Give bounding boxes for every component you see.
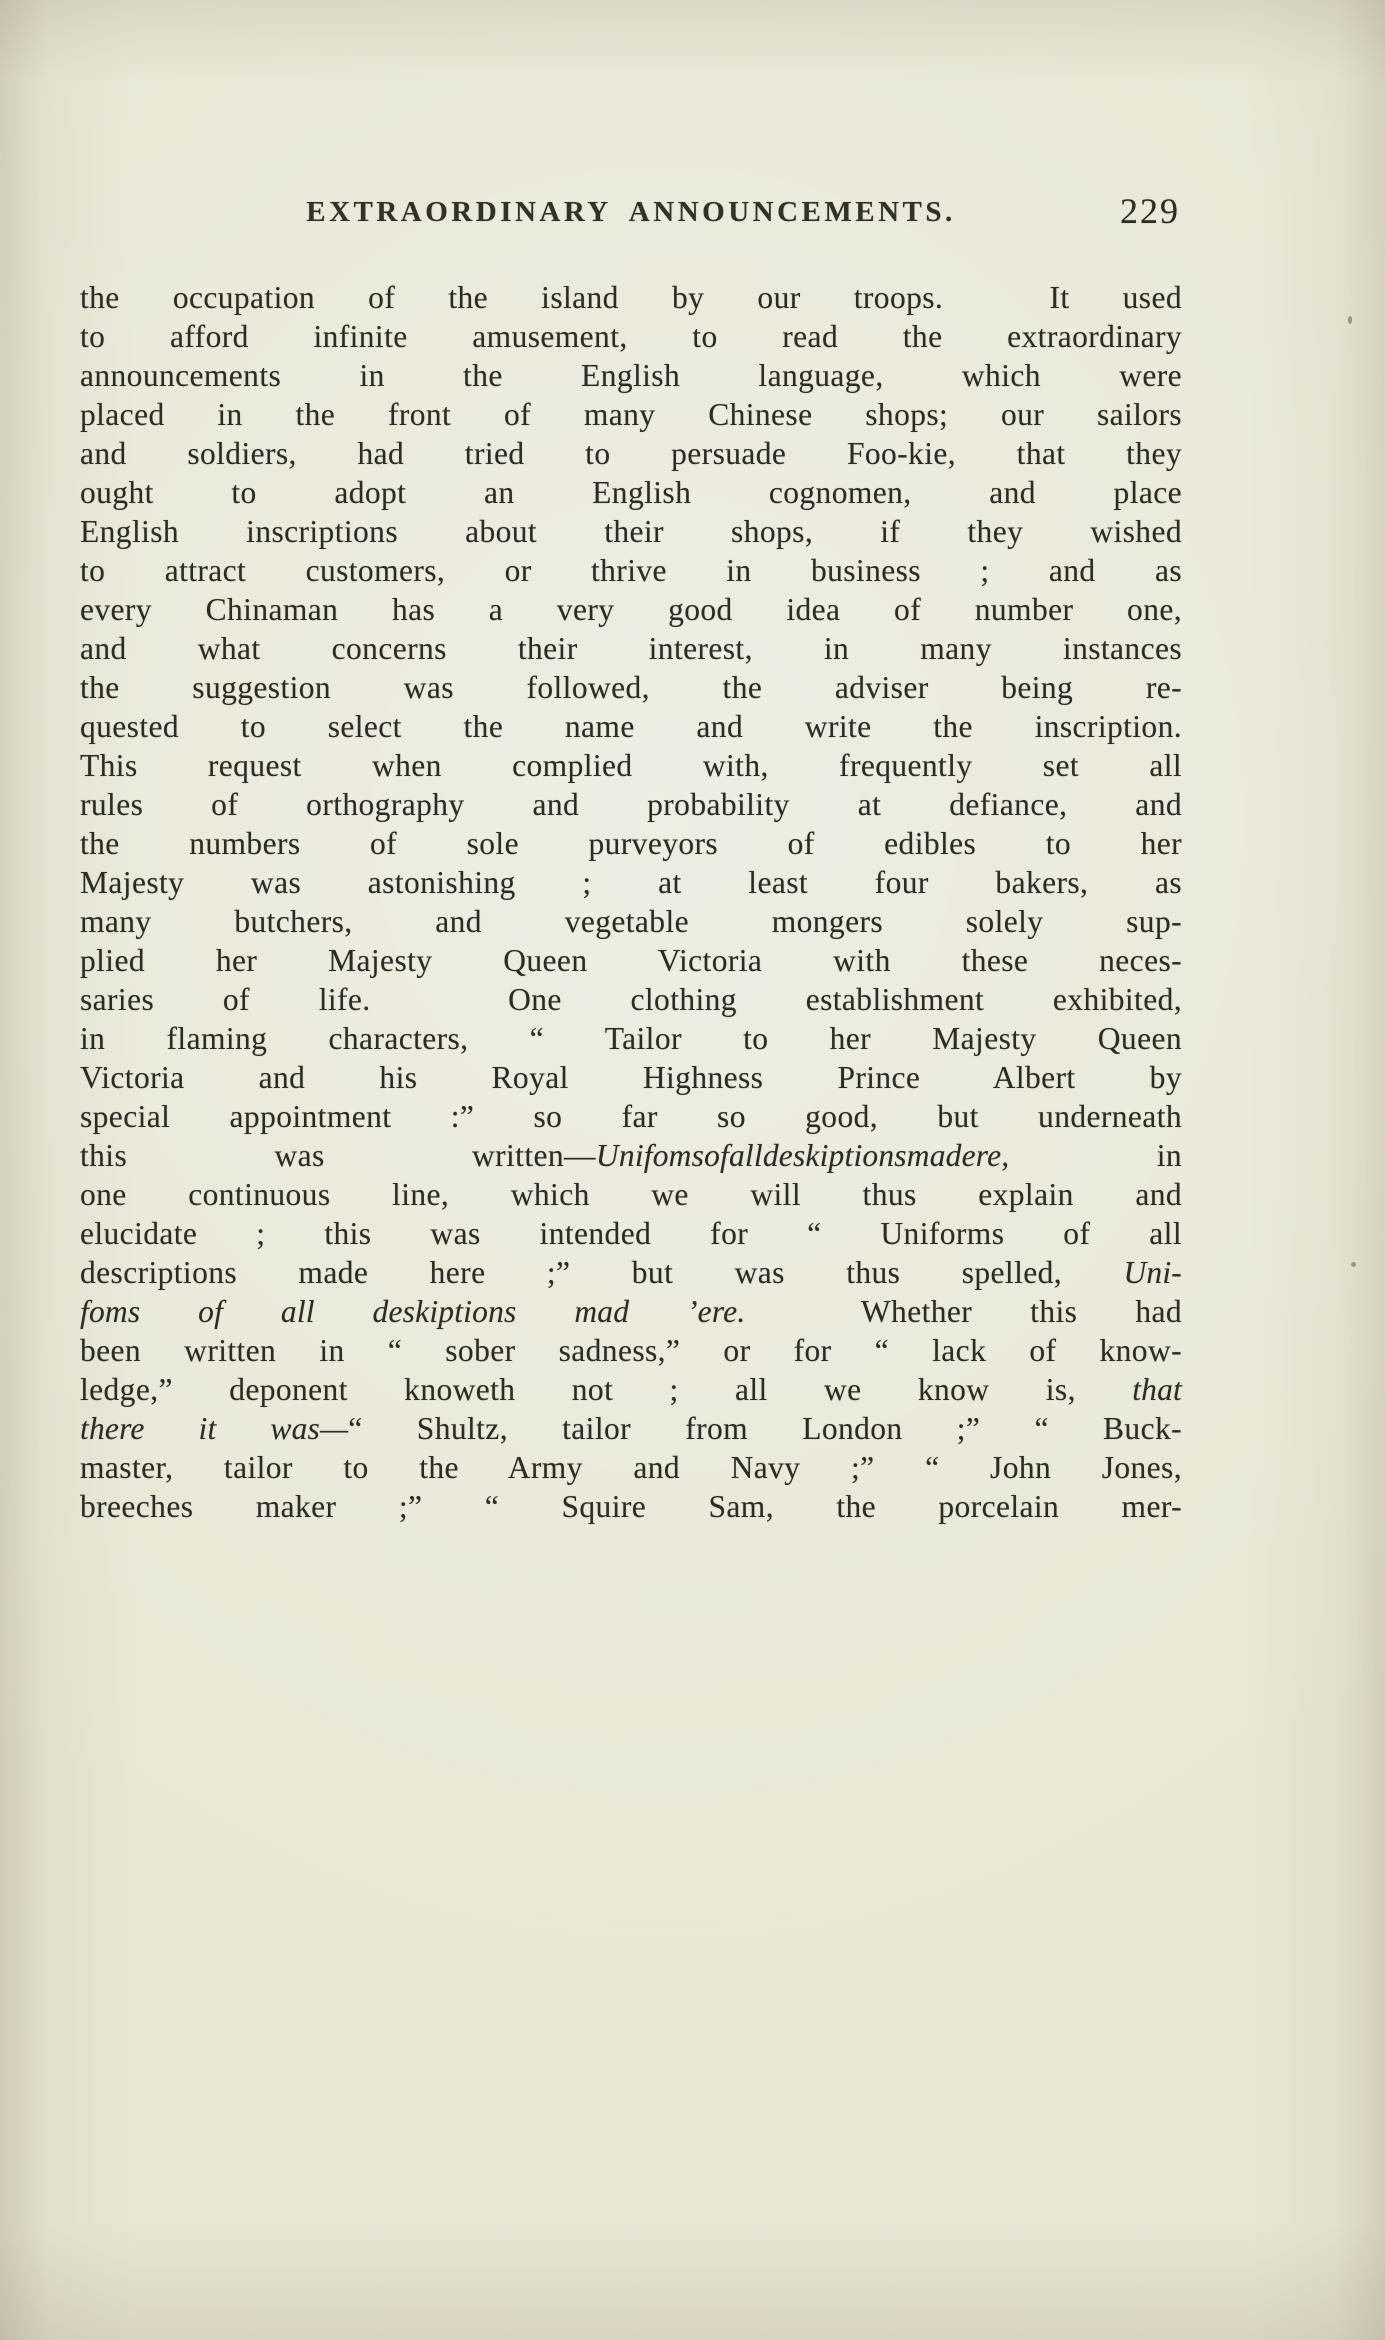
- text-line: [80, 512, 1182, 551]
- scan-speck: [1348, 316, 1352, 324]
- text-segment: many butchers, and vegetable mongers solely sup-: [80, 904, 1182, 939]
- text-segment: master, tailor to the Army and Navy ;” “ John Jones,: [80, 1450, 1182, 1485]
- text-line: [80, 902, 1182, 941]
- text-segment: in: [1009, 1138, 1183, 1173]
- text-segment: breeches maker ;” “ Squire Sam, the porcelain mer-: [80, 1489, 1182, 1524]
- text-line: [80, 1409, 1182, 1448]
- running-header-title: EXTRAORDINARY ANNOUNCEMENTS.: [306, 196, 956, 228]
- text-line: [80, 668, 1182, 707]
- text-line: [80, 278, 1182, 317]
- text-segment: plied her Majesty Queen Victoria with these neces-: [80, 943, 1182, 978]
- text-segment: the suggestion was followed, the adviser being re-: [80, 670, 1182, 705]
- text-segment: ledge,” deponent knoweth not ; all we know is,: [80, 1372, 1133, 1407]
- text-segment: to attract customers, or thrive in business ; and as: [80, 553, 1182, 588]
- text-segment: one continuous line, which we will thus explain and: [80, 1177, 1182, 1212]
- text-line: [80, 1331, 1182, 1370]
- text-segment: and soldiers, had tried to persuade Foo-kie, that they: [80, 436, 1182, 471]
- text-line: [80, 824, 1182, 863]
- text-segment: English inscriptions about their shops, if they wished: [80, 514, 1182, 549]
- text-segment: placed in the front of many Chinese shops; our sailors: [80, 397, 1182, 432]
- text-segment: Whether this had: [745, 1294, 1183, 1329]
- text-line: [80, 1370, 1182, 1409]
- text-segment: descriptions made here ;” but was thus spelled,: [80, 1255, 1124, 1290]
- text-segment: to afford infinite amusement, to read the extraordinary: [80, 319, 1182, 354]
- text-segment: rules of orthography and probability at defiance, and: [80, 787, 1182, 822]
- text-line: [80, 746, 1182, 785]
- text-segment: in flaming characters, “ Tailor to her Majesty Queen: [80, 1021, 1182, 1056]
- text-segment: Majesty was astonishing ; at least four bakers, as: [80, 865, 1182, 900]
- text-segment: this was written—: [80, 1138, 596, 1173]
- text-line: [80, 1448, 1182, 1487]
- text-line: [80, 1019, 1182, 1058]
- text-line: [80, 1058, 1182, 1097]
- italic-text-segment: Unifomsofalldeskiptionsmadere,: [595, 1138, 1010, 1173]
- text-segment: saries of life. One clothing establishment exhibited,: [80, 982, 1182, 1017]
- text-line: [80, 863, 1182, 902]
- text-line: [80, 707, 1182, 746]
- text-segment: the occupation of the island by our troops. It used: [80, 280, 1182, 315]
- scan-speck: [1351, 1262, 1356, 1267]
- text-line: [80, 590, 1182, 629]
- text-line: [80, 434, 1182, 473]
- text-line: [80, 1292, 1182, 1331]
- text-segment: “ Shultz, tailor from London ;” “ Buck-: [348, 1411, 1182, 1446]
- italic-text-segment: that: [1132, 1372, 1182, 1407]
- italic-text-segment: foms of all deskiptions mad ’ere.: [80, 1294, 746, 1329]
- body-text: [80, 278, 1182, 1526]
- text-segment: and what concerns their interest, in many instances: [80, 631, 1182, 666]
- text-line: [80, 1487, 1182, 1526]
- text-segment: been written in “ sober sadness,” or for “ lack of know-: [80, 1333, 1182, 1368]
- text-segment: elucidate ; this was intended for “ Uniforms of all: [80, 1216, 1182, 1251]
- text-line: [80, 317, 1182, 356]
- text-line: [80, 551, 1182, 590]
- text-line: [80, 1175, 1182, 1214]
- text-segment: quested to select the name and write the inscription.: [80, 709, 1182, 744]
- text-segment: every Chinaman has a very good idea of number one,: [80, 592, 1182, 627]
- text-line: [80, 1097, 1182, 1136]
- text-line: [80, 1136, 1182, 1175]
- text-segment: Victoria and his Royal Highness Prince Albert by: [80, 1060, 1182, 1095]
- text-line: [80, 629, 1182, 668]
- text-line: [80, 356, 1182, 395]
- text-line: [80, 785, 1182, 824]
- text-line: [80, 1253, 1182, 1292]
- text-segment: special appointment :” so far so good, but underneath: [80, 1099, 1182, 1134]
- text-line: [80, 980, 1182, 1019]
- italic-text-segment: Uni-: [1123, 1255, 1182, 1290]
- page-header: [80, 191, 1182, 231]
- text-line: [80, 1214, 1182, 1253]
- text-line: [80, 473, 1182, 512]
- text-line: [80, 941, 1182, 980]
- text-segment: the numbers of sole purveyors of edibles to her: [80, 826, 1182, 861]
- text-line: [80, 395, 1182, 434]
- text-segment: announcements in the English language, which were: [80, 358, 1182, 393]
- page-number: 229: [1120, 191, 1180, 231]
- text-segment: ought to adopt an English cognomen, and place: [80, 475, 1182, 510]
- italic-text-segment: there it was—: [80, 1411, 349, 1446]
- text-segment: This request when complied with, frequently set all: [80, 748, 1182, 783]
